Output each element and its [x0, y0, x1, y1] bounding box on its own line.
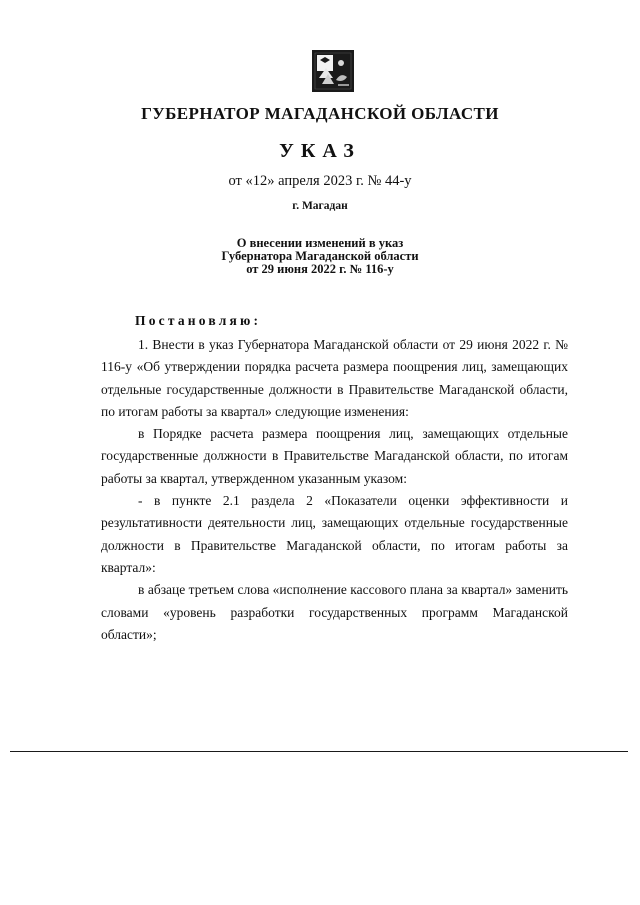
document-type: УКАЗ	[279, 140, 361, 162]
document-subject	[0, 237, 640, 276]
document-date-number: от «12» апреля 2023 г. № 44-у	[228, 173, 412, 189]
issuing-authority: ГУБЕРНАТОР МАГАДАНСКОЙ ОБЛАСТИ	[141, 104, 499, 123]
page-divider	[10, 751, 628, 752]
document-body	[101, 334, 568, 646]
body-paragraph: - в пункте 2.1 раздела 2 «Показатели оценки эффективности и результативности деятельности лиц, замещающих отдельные государственные должности в Правительстве Магаданской области, по итогам работы за квартал»:	[101, 493, 568, 575]
body-paragraph: в Порядке расчета размера поощрения лиц, замещающих отдельные государственные должности в Правительстве Магаданской области, по итогам работы за квартал, утвержденном указанным указом:	[101, 426, 568, 486]
body-paragraph: в абзаце третьем слова «исполнение кассового плана за квартал» заменить словами «уровень разработки государственных программ Магаданской области»;	[101, 582, 568, 642]
subject-line: О внесении изменений в указ	[236, 236, 404, 250]
coat-of-arms-icon	[312, 50, 354, 92]
document-city: г. Магадан	[292, 200, 348, 212]
body-paragraph: 1. Внести в указ Губернатора Магаданской области от 29 июня 2022 г. № 116-у «Об утверждении порядка расчета размера поощрения лиц, замещающих отдельные государственные должности в Правительстве Магаданской области, по итогам работы за квартал» следующие изменения:	[101, 337, 568, 419]
subject-line: от 29 июня 2022 г. № 116-у	[246, 262, 394, 276]
ruling-heading: Постановляю:	[135, 313, 262, 328]
subject-line: Губернатора Магаданской области	[221, 249, 419, 263]
